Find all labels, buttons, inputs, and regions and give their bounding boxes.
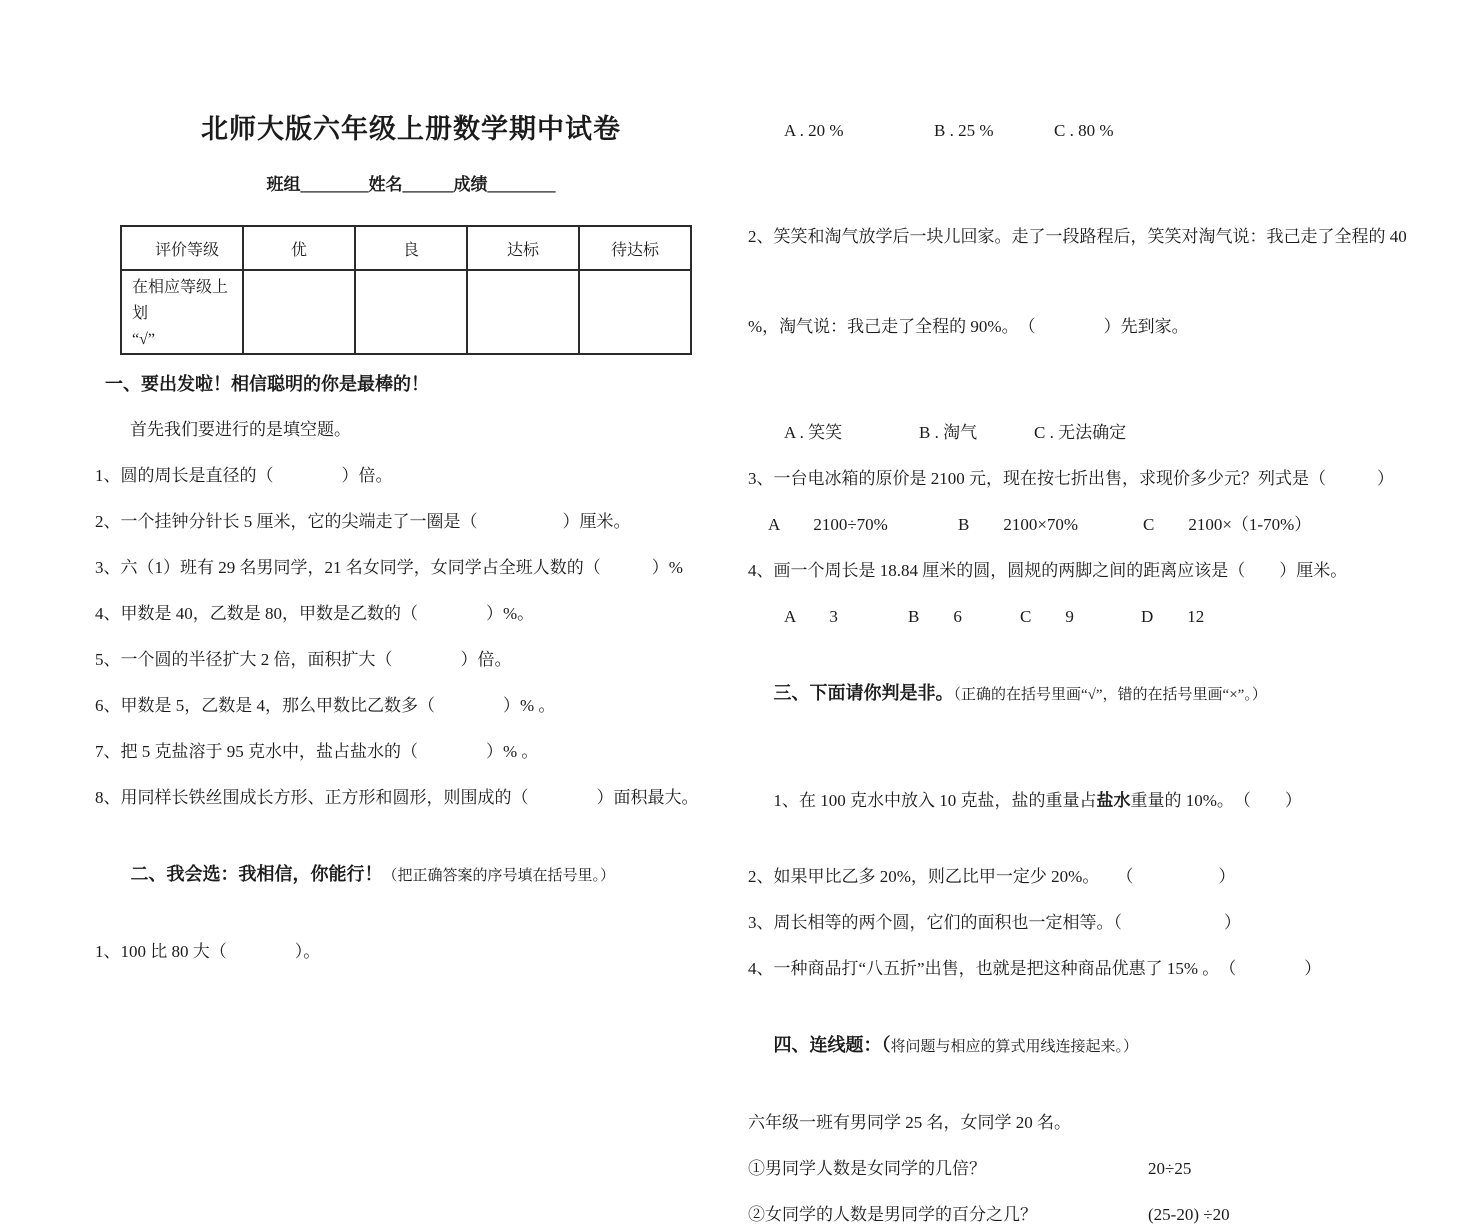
matching-expression-1: 20÷25 bbox=[1148, 1159, 1192, 1178]
right-column bbox=[748, 108, 1448, 1230]
choice-question-3: 3、一台电冰箱的原价是 2100 元，现在按七折出售，求现价多少元？列式是（ ） bbox=[748, 469, 1394, 488]
rating-mark-label-line1: 在相应等级上划 bbox=[132, 279, 229, 322]
matching-pair-2 bbox=[748, 1200, 1448, 1230]
option-q2-a: A . 笑笑 bbox=[784, 423, 843, 442]
rating-mark-cell-notyet bbox=[579, 270, 691, 354]
matching-intro: 六年级一班有男同学 25 名，女同学 20 名。 bbox=[748, 1113, 1071, 1132]
option-q4-c: C 9 bbox=[1020, 607, 1074, 626]
option-q3-a: A 2100÷70% bbox=[768, 515, 888, 534]
option-q2-b: B . 淘气 bbox=[919, 423, 978, 442]
rating-mark-label bbox=[121, 270, 243, 354]
fill-blank-item-5: 5、一个圆的半径扩大 2 倍，面积扩大（ ）倍。 bbox=[95, 650, 512, 669]
option-q4-d: D 12 bbox=[1141, 607, 1205, 626]
option-q2-c: C . 无法确定 bbox=[1034, 423, 1127, 442]
matching-question-1: ①男同学人数是女同学的几倍？ bbox=[748, 1159, 986, 1178]
true-false-item-2: 2、如果甲比乙多 20%，则乙比甲一定少 20%。 （ ） bbox=[748, 867, 1236, 886]
matching-pair-1 bbox=[748, 1154, 1448, 1184]
true-false-item-1-suffix: 重量的 10%。 （ ） bbox=[1130, 791, 1302, 810]
option-q3-b: B 2100×70% bbox=[958, 515, 1079, 534]
choice-question-4: 4、画一个周长是 18.84 厘米的圆，圆规的两脚之间的距离应该是（ ）厘米。 bbox=[748, 561, 1348, 580]
option-q4-b: B 6 bbox=[908, 607, 962, 626]
section-3-heading bbox=[748, 648, 1448, 740]
matching-expression-2: (25-20) ÷20 bbox=[1148, 1205, 1230, 1224]
exam-title: 北师大版六年级上册数学期中试卷 bbox=[201, 114, 621, 144]
rating-table-mark-row bbox=[121, 270, 691, 354]
fill-blank-item-3: 3、六（1）班有 29 名男同学，21 名女同学，女同学占全班人数的（ ）% bbox=[95, 558, 683, 577]
section-3-heading-main: 三、下面请你判是非。 bbox=[773, 683, 954, 703]
choice-question-2-line1: 2、笑笑和淘气放学后一块儿回家。走了一段路程后，笑笑对淘气说：我己走了全程的 40 bbox=[748, 227, 1407, 246]
fill-blank-item-2: 2、一个挂钟分针长 5 厘米，它的尖端走了一圈是（ ）厘米。 bbox=[95, 512, 631, 531]
choice-q1-options-row bbox=[748, 116, 1448, 146]
choice-q3-options-row bbox=[748, 510, 1448, 540]
true-false-item-1-emphasis: 盐水 bbox=[1096, 791, 1131, 810]
option-q1-c: C . 80 % bbox=[1054, 121, 1114, 140]
rating-mark-cell-excellent bbox=[243, 270, 355, 354]
left-column bbox=[95, 108, 727, 967]
fill-blank-item-1: 1、圆的周长是直径的（ ）倍。 bbox=[95, 466, 393, 485]
fill-blank-item-7: 7、把 5 克盐溶于 95 克水中，盐占盐水的（ ）% 。 bbox=[95, 742, 539, 761]
true-false-item-4: 4、一种商品打“八五折”出售，也就是把这种商品优惠了 15% 。 （ ） bbox=[748, 959, 1322, 978]
section-2-heading bbox=[95, 829, 727, 921]
rating-header-excellent: 优 bbox=[243, 226, 355, 270]
fill-blank-intro: 首先我们要进行的是填空题。 bbox=[130, 420, 351, 439]
section-4-heading-main: 四、连线题：（ bbox=[773, 1035, 891, 1055]
student-info-line: 班组________姓名______成绩________ bbox=[266, 175, 556, 194]
rating-header-pass: 达标 bbox=[467, 226, 579, 270]
fill-blank-item-6: 6、甲数是 5，乙数是 4，那么甲数比乙数多（ ）% 。 bbox=[95, 696, 556, 715]
rating-mark-cell-pass bbox=[467, 270, 579, 354]
matching-question-2: ②女同学的人数是男同学的百分之几？ bbox=[748, 1205, 1037, 1224]
rating-table bbox=[120, 225, 692, 355]
rating-header-notyet: 待达标 bbox=[579, 226, 691, 270]
rating-mark-cell-good bbox=[355, 270, 467, 354]
section-2-heading-main: 二、我会选：我相信，你能行！ bbox=[130, 864, 383, 884]
rating-table-header-row bbox=[121, 226, 691, 270]
option-q1-a: A . 20 % bbox=[784, 121, 844, 140]
option-q3-c: C 2100×（1-70%） bbox=[1143, 515, 1312, 534]
choice-q4-options-row bbox=[748, 602, 1448, 632]
section-4-heading-note: 将问题与相应的算式用线连接起来。） bbox=[890, 1039, 1139, 1055]
fill-blank-item-8: 8、用同样长铁丝围成长方形、正方形和圆形，则围成的（ ）面积最大。 bbox=[95, 788, 699, 807]
rating-header-level: 评价等级 bbox=[121, 226, 243, 270]
option-q4-a: A 3 bbox=[784, 607, 838, 626]
section-2-heading-note: （把正确答案的序号填在括号里。） bbox=[382, 868, 616, 884]
choice-question-2-line2: %，淘气说：我己走了全程的 90%。 （ ）先到家。 bbox=[748, 317, 1189, 336]
choice-q2-options-row bbox=[748, 418, 1448, 448]
rating-mark-label-line2: “√” bbox=[132, 331, 155, 348]
true-false-item-3: 3、周长相等的两个圆，它们的面积也一定相等。（ ） bbox=[748, 913, 1241, 932]
choice-question-1: 1、100 比 80 大（ ）。 bbox=[95, 942, 321, 961]
fill-blank-item-4: 4、甲数是 40，乙数是 80，甲数是乙数的（ ）%。 bbox=[95, 604, 535, 623]
true-false-item-1-prefix: 1、在 100 克水中放入 10 克盐，盐的重量占 bbox=[773, 791, 1097, 810]
section-4-heading bbox=[748, 1000, 1448, 1092]
section-1-heading: 一、要出发啦！相信聪明的你是最棒的！ bbox=[105, 374, 429, 394]
rating-header-good: 良 bbox=[355, 226, 467, 270]
true-false-item-1 bbox=[748, 756, 1448, 846]
option-q1-b: B . 25 % bbox=[934, 121, 994, 140]
choice-question-2 bbox=[748, 162, 1448, 402]
section-3-heading-note: （正确的在括号里画“√”，错的在括号里画“×”。） bbox=[953, 687, 1267, 703]
